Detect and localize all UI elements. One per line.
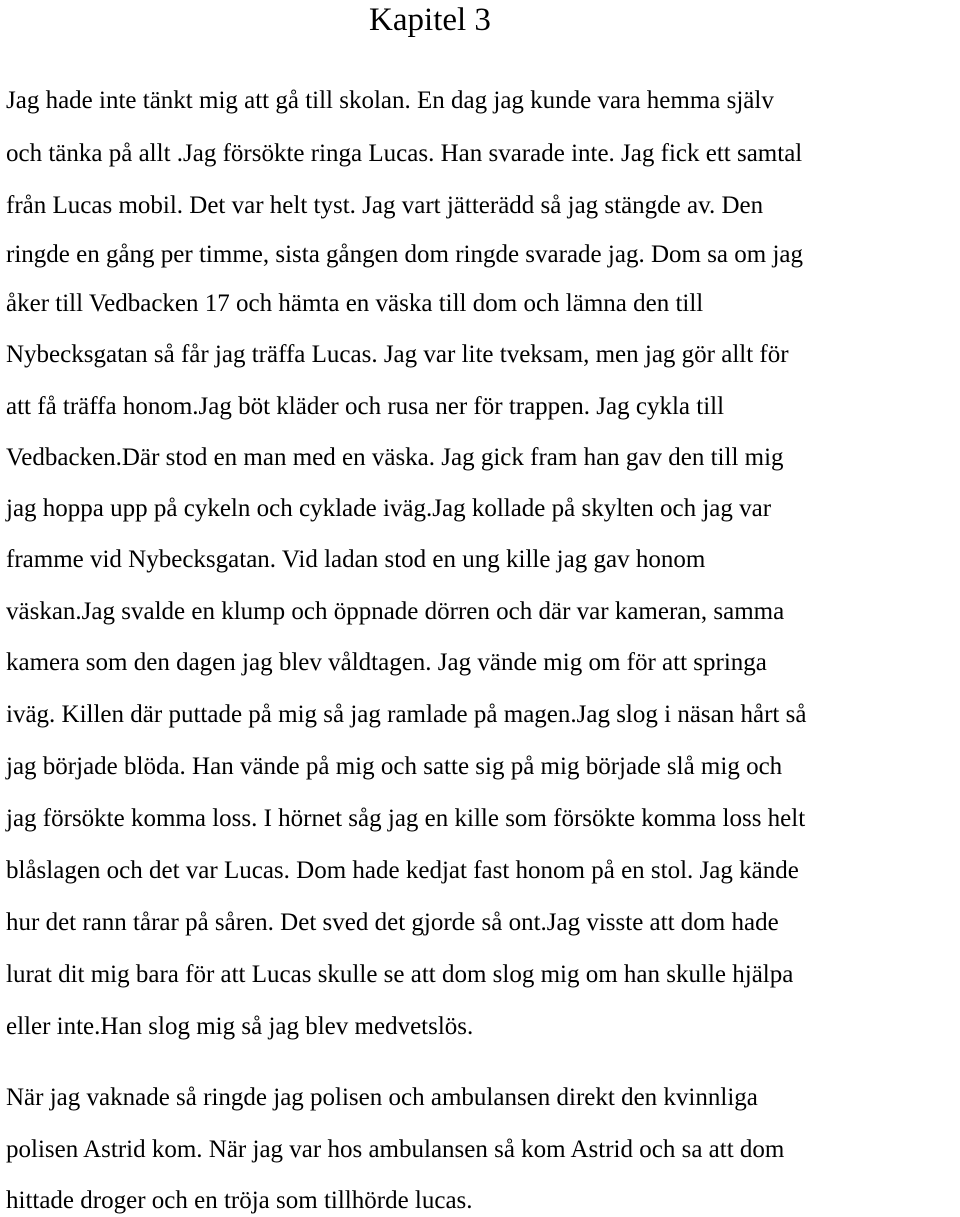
text-line: väskan.Jag svalde en klump och öppnade dörren och där var kameran, samma: [6, 598, 785, 625]
text-line: kamera som den dagen jag blev våldtagen. Jag vände mig om för att springa: [6, 649, 767, 676]
text-line: hittade droger och en tröja som tillhörde lucas.: [6, 1187, 473, 1214]
text-line: jag försökte komma loss. I hörnet såg jag en kille som försökte komma loss helt: [6, 805, 806, 832]
text-line: polisen Astrid kom. När jag var hos ambulansen så kom Astrid och sa att dom: [6, 1136, 785, 1163]
text-line: att få träffa honom.Jag böt kläder och rusa ner för trappen. Jag cykla till: [6, 393, 725, 420]
text-line: blåslagen och det var Lucas. Dom hade kedjat fast honom på en stol. Jag kände: [6, 857, 799, 884]
text-line: Vedbacken.Där stod en man med en väska. Jag gick fram han gav den till mig: [6, 444, 784, 471]
text-line: ringde en gång per timme, sista gången dom ringde svarade jag. Dom sa om jag: [6, 241, 804, 268]
text-line: från Lucas mobil. Det var helt tyst. Jag vart jätterädd så jag stängde av. Den: [6, 192, 764, 219]
text-line: jag hoppa upp på cykeln och cyklade iväg.Jag kollade på skylten och jag var: [6, 495, 772, 522]
chapter-title: Kapitel 3: [369, 2, 491, 38]
text-line: hur det rann tårar på såren. Det sved det gjorde så ont.Jag visste att dom hade: [6, 909, 779, 936]
text-line: eller inte.Han slog mig så jag blev medvetslös.: [6, 1013, 474, 1040]
text-line: åker till Vedbacken 17 och hämta en väska till dom och lämna den till: [6, 290, 704, 317]
text-line: Nybecksgatan så får jag träffa Lucas. Jag var lite tveksam, men jag gör allt för: [6, 341, 789, 368]
text-line: iväg. Killen där puttade på mig så jag ramlade på magen.Jag slog i näsan hårt så: [6, 701, 807, 728]
text-line: framme vid Nybecksgatan. Vid ladan stod en ung kille jag gav honom: [6, 546, 706, 573]
text-line: jag började blöda. Han vände på mig och satte sig på mig började slå mig och: [6, 753, 783, 780]
text-line: lurat dit mig bara för att Lucas skulle se att dom slog mig om han skulle hjälpa: [6, 961, 794, 988]
text-line: och tänka på allt .Jag försökte ringa Lucas. Han svarade inte. Jag fick ett samtal: [6, 140, 803, 167]
text-line: När jag vaknade så ringde jag polisen och ambulansen direkt den kvinnliga: [6, 1084, 758, 1111]
text-line: Jag hade inte tänkt mig att gå till skolan. En dag jag kunde vara hemma själv: [6, 87, 774, 114]
